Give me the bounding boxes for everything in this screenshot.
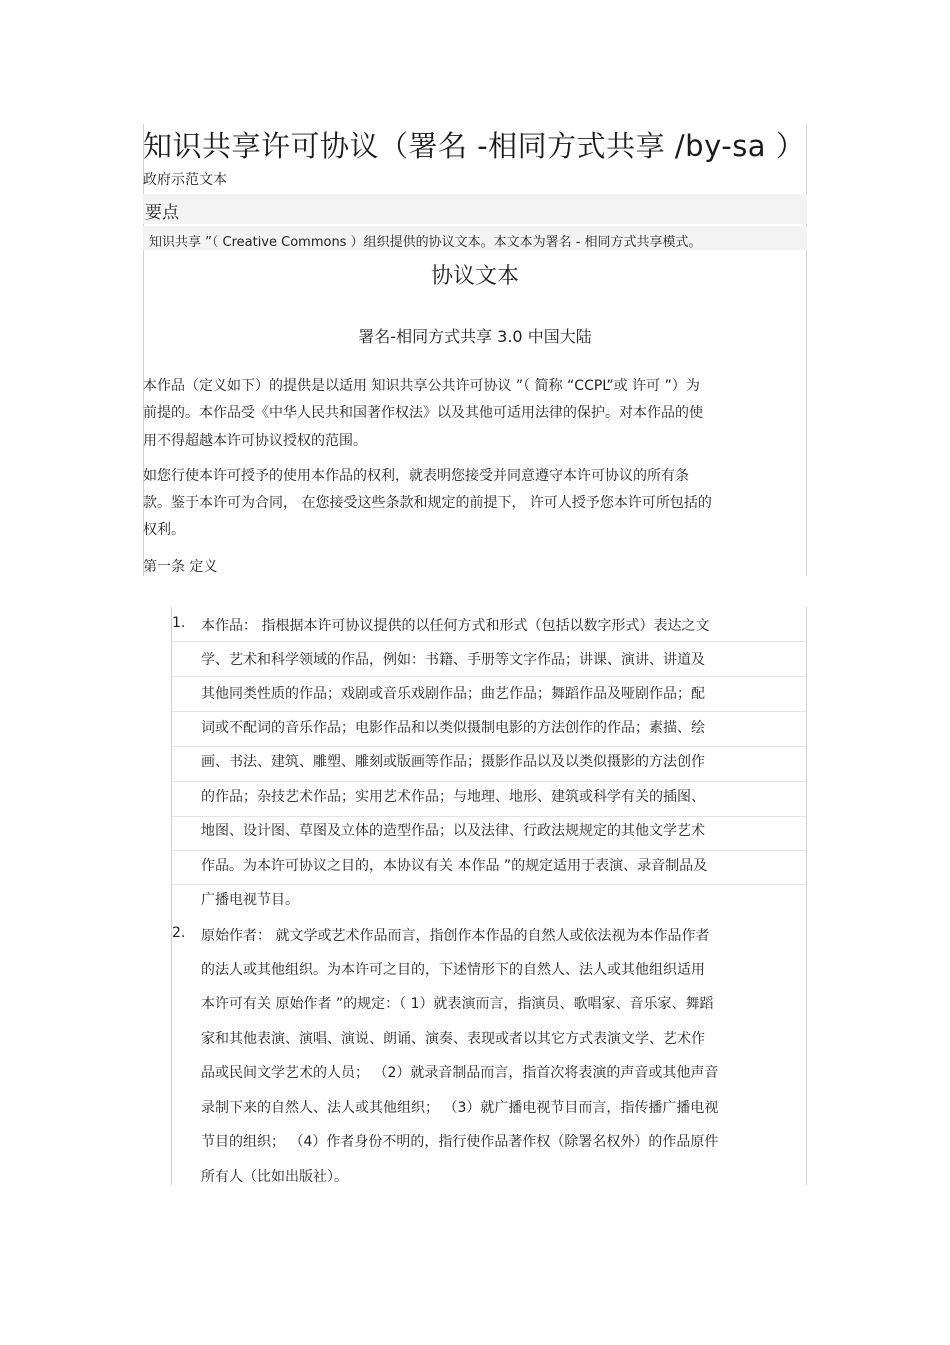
intro-paragraph-line: 本作品（定义如下）的提供是以适用 知识共享公共许可协议 ”（ 简称 “CCPL”或 许可 ”）为 (143, 378, 700, 394)
list-right-border (806, 607, 807, 1185)
definition-line: 节目的组织； （4）作者身份不明的，指行使作品著作权（除署名权外）的作品原件 (201, 1134, 719, 1150)
intro-paragraph-line: 前提的。本作品受《中华人民共和国著作权法》以及其他可适用法律的保护。对本作品的使 (143, 405, 703, 421)
definition-line: 本许可有关 原始作者 ”的规定：（ 1）就表演而言，指演员、歌唱家、音乐家、舞蹈 (201, 996, 714, 1012)
keypoints-heading-band (143, 194, 807, 224)
definition-line: 其他同类性质的作品；戏剧或音乐戏剧作品；曲艺作品；舞蹈作品及哑剧作品；配 (201, 686, 705, 702)
article-heading: 第一条 定义 (143, 559, 218, 575)
document-subtitle: 政府示范文本 (143, 172, 227, 188)
intro-paragraph-line: 权利。 (143, 522, 185, 538)
list-row-divider (171, 816, 807, 817)
intro-paragraph-line: 如您行使本许可授予的使用本作品的权利，就表明您接受并同意遵守本许可协议的所有条 (143, 468, 689, 484)
definition-number: 2. (172, 925, 186, 941)
list-row-divider (171, 884, 807, 885)
keypoints-heading: 要点 (145, 203, 179, 223)
definition-line: 的法人或其他组织。为本许可之目的，下述情形下的自然人、法人或其他组织适用 (201, 962, 705, 978)
agreement-heading: 协议文本 (430, 264, 519, 289)
definition-line: 词或不配词的音乐作品；电影作品和以类似摄制电影的方法创作的作品；素描、绘 (201, 720, 705, 736)
definition-line: 的作品；杂技艺术作品；实用艺术作品；与地理、地形、建筑或科学有关的插图、 (201, 789, 705, 805)
frame-right-border (806, 124, 807, 576)
definition-line: 品或民间文学艺术的人员； （2）就录音制品而言，指首次将表演的声音或其他声音 (201, 1065, 719, 1081)
list-row-divider (171, 781, 807, 782)
list-row-divider (171, 676, 807, 677)
version-heading: 署名-相同方式共享 3.0 中国大陆 (358, 327, 592, 346)
document-title: 知识共享许可协议（署名 -相同方式共享 /by-sa ） (143, 129, 806, 163)
definition-line: 所有人（比如出版社）。 (201, 1169, 348, 1185)
definition-number: 1. (172, 615, 186, 631)
definition-line: 作品。为本许可协议之目的，本协议有关 本作品 ”的规定适用于表演、录音制品及 (201, 858, 708, 874)
list-row-divider (171, 850, 807, 851)
definition-line: 录制下来的自然人、法人或其他组织； （3）就广播电视节目而言，指传播广播电视 (201, 1100, 719, 1116)
keypoints-text: 知识共享 ”（ Creative Commons ）组织提供的协议文本。本文本为署名 - 相同方式共享模式。 (149, 235, 702, 250)
intro-paragraph-line: 用不得超越本许可协议授权的范围。 (143, 433, 367, 449)
definition-line: 学、艺术和科学领域的作品，例如：书籍、手册等文字作品；讲课、演讲、讲道及 (201, 652, 705, 668)
definition-line: 广播电视节目。 (201, 892, 299, 908)
list-row-divider (171, 746, 807, 747)
list-row-divider (171, 641, 807, 642)
definition-line: 家和其他表演、演唱、演说、朗诵、演奏、表现或者以其它方式表演文学、艺术作 (201, 1031, 705, 1047)
intro-paragraph-line: 款。鉴于本许可为合同， 在您接受这些条款和规定的前提下， 许可人授予您本许可所包括的 (143, 495, 712, 511)
definition-line: 地图、设计图、草图及立体的造型作品；以及法律、行政法规规定的其他文学艺术 (201, 823, 705, 839)
definition-line: 原始作者： 就文学或艺术作品而言，指创作本作品的自然人或依法视为本作品作者 (201, 928, 710, 944)
definition-line: 本作品： 指根据本许可协议提供的以任何方式和形式（包括以数字形式）表达之文 (201, 618, 710, 634)
definition-line: 画、书法、建筑、雕塑、雕刻或版画等作品；摄影作品以及以类似摄影的方法创作 (201, 754, 705, 770)
list-left-border (171, 607, 172, 1185)
list-row-divider (171, 711, 807, 712)
